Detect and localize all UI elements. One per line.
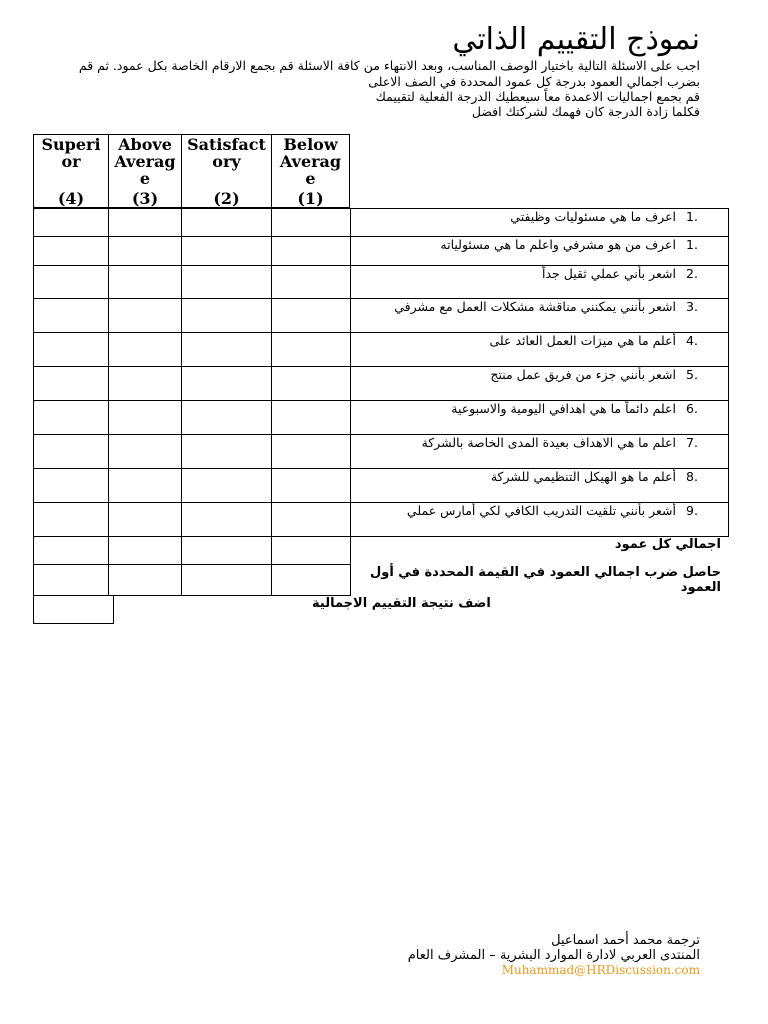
instruction-line: بضرب اجمالي العمود بدرجة كل عمود المحددة في الصف الاعلى bbox=[368, 74, 700, 89]
rating-cell[interactable] bbox=[271, 265, 351, 299]
total-cell[interactable] bbox=[271, 564, 351, 596]
rating-cell[interactable] bbox=[33, 298, 109, 333]
rating-cell[interactable] bbox=[181, 468, 272, 503]
column-score: (1) bbox=[297, 189, 324, 208]
rating-cell[interactable] bbox=[108, 332, 182, 367]
rating-cell[interactable] bbox=[33, 208, 109, 237]
column-label: Below Averag e bbox=[279, 135, 342, 188]
grand-total-label: اضف نتيجة التقييم الاجمالية bbox=[312, 596, 491, 611]
question-text: أعلم ما هو الهيكل التنظيمي للشركة bbox=[490, 469, 676, 484]
question-cell bbox=[350, 434, 729, 469]
instruction-line: اجب على الاسئلة التالية باختيار الوصف المناسب، وبعد الانتهاء من كافة الاسئلة قم بجمع الارقام الخاصة بكل عمود. ثم قم bbox=[78, 58, 700, 73]
question-number: 6. bbox=[686, 401, 698, 416]
question-cell bbox=[350, 502, 729, 537]
question-cell bbox=[350, 236, 729, 266]
rating-cell[interactable] bbox=[108, 236, 182, 266]
rating-cell[interactable] bbox=[271, 434, 351, 469]
total-cell[interactable] bbox=[181, 536, 272, 565]
column-score: (3) bbox=[131, 189, 159, 208]
total-cell[interactable] bbox=[108, 564, 182, 596]
rating-cell[interactable] bbox=[108, 366, 182, 401]
rating-cell[interactable] bbox=[181, 208, 272, 237]
column-label: Superi or bbox=[41, 135, 101, 171]
question-text: اشعر بأني عملي ثقيل جداً bbox=[542, 266, 676, 281]
rating-cell[interactable] bbox=[33, 400, 109, 435]
question-text: أشعر بأنني تلقيت التدريب الكافي لكي أمارس عملي bbox=[406, 503, 676, 518]
question-number: 3. bbox=[686, 299, 698, 314]
instruction-line: قم بجمع اجماليات الاعمدة معاً سيعطيك الدرجة الفعلية لتقييمك bbox=[375, 89, 700, 104]
rating-cell[interactable] bbox=[271, 332, 351, 367]
rating-cell[interactable] bbox=[33, 236, 109, 266]
rating-cell[interactable] bbox=[181, 298, 272, 333]
rating-cell[interactable] bbox=[271, 502, 351, 537]
rating-cell[interactable] bbox=[33, 468, 109, 503]
column-header-superior bbox=[33, 134, 109, 208]
rating-cell[interactable] bbox=[271, 366, 351, 401]
column-header-below-average bbox=[271, 134, 350, 208]
question-number: 1. bbox=[686, 209, 698, 224]
rating-cell[interactable] bbox=[108, 265, 182, 299]
contact-email-link[interactable]: Muhammad@HRDiscussion.com bbox=[501, 963, 700, 977]
rating-cell[interactable] bbox=[108, 434, 182, 469]
question-number: 9. bbox=[686, 503, 698, 518]
rating-cell[interactable] bbox=[181, 434, 272, 469]
question-text: اعلم دائماً ما هي اهدافي اليومية والاسبوعية bbox=[451, 401, 676, 416]
total-cell[interactable] bbox=[33, 564, 109, 596]
rating-cell[interactable] bbox=[271, 400, 351, 435]
question-text: اعرف ما هي مسئوليات وظيفتي bbox=[510, 209, 676, 224]
rating-cell[interactable] bbox=[108, 298, 182, 333]
column-label: Above Averag e bbox=[114, 135, 176, 188]
question-text: اشعر بأنني جزء من فريق عمل منتج bbox=[490, 367, 676, 382]
total-cell[interactable] bbox=[271, 536, 351, 565]
rating-cell[interactable] bbox=[181, 366, 272, 401]
total-cell[interactable] bbox=[33, 536, 109, 565]
rating-cell[interactable] bbox=[33, 502, 109, 537]
question-number: 2. bbox=[686, 266, 698, 281]
column-header-above-average bbox=[108, 134, 182, 208]
total-cell[interactable] bbox=[181, 564, 272, 596]
question-number: 1. bbox=[686, 237, 698, 252]
rating-cell[interactable] bbox=[33, 434, 109, 469]
column-score: (4) bbox=[57, 189, 85, 208]
column-label: Satisfact ory bbox=[187, 135, 266, 171]
rating-cell[interactable] bbox=[271, 298, 351, 333]
rating-cell[interactable] bbox=[108, 502, 182, 537]
grand-total-cell[interactable] bbox=[33, 595, 114, 624]
rating-cell[interactable] bbox=[181, 265, 272, 299]
question-cell bbox=[350, 298, 729, 333]
rating-cell[interactable] bbox=[108, 208, 182, 237]
rating-cell[interactable] bbox=[181, 332, 272, 367]
question-text: أعلم ما هي ميزات العمل العائد على bbox=[489, 333, 676, 348]
rating-cell[interactable] bbox=[108, 400, 182, 435]
question-text: اعلم ما هي الاهداف بعيدة المدى الخاصة بالشركة bbox=[421, 435, 676, 450]
question-text: اشعر بأنني يمكنني مناقشة مشكلات العمل مع مشرفي bbox=[394, 299, 676, 314]
translator-credit: ترجمة محمد أحمد اسماعيل bbox=[551, 933, 700, 948]
question-text: اعرف من هو مشرفي واعلم ما هي مسئولياته bbox=[440, 237, 676, 252]
rating-cell[interactable] bbox=[33, 265, 109, 299]
instruction-line: فكلما زادة الدرجة كان فهمك لشركتك افضل bbox=[471, 104, 700, 119]
page-title: نموذج التقييم الذاتي bbox=[452, 22, 700, 57]
rating-cell[interactable] bbox=[33, 366, 109, 401]
rating-cell[interactable] bbox=[181, 400, 272, 435]
rating-cell[interactable] bbox=[108, 468, 182, 503]
question-cell bbox=[350, 366, 729, 401]
question-cell bbox=[350, 400, 729, 435]
forum-credit: المنتدى العربي لادارة الموارد البشرية – المشرف العام bbox=[407, 948, 700, 963]
total-cell[interactable] bbox=[108, 536, 182, 565]
rating-cell[interactable] bbox=[271, 468, 351, 503]
question-cell bbox=[350, 468, 729, 503]
question-number: 5. bbox=[686, 367, 698, 382]
rating-cell[interactable] bbox=[181, 236, 272, 266]
question-number: 4. bbox=[686, 333, 698, 348]
product-label: حاصل ضرب اجمالي العمود في القيمة المحددة في أول العمود bbox=[369, 565, 721, 595]
question-number: 7. bbox=[686, 435, 698, 450]
question-cell bbox=[350, 332, 729, 367]
question-number: 8. bbox=[686, 469, 698, 484]
rating-cell[interactable] bbox=[33, 332, 109, 367]
question-cell bbox=[350, 208, 729, 237]
column-header-satisfactory bbox=[181, 134, 272, 208]
rating-cell[interactable] bbox=[181, 502, 272, 537]
column-total-label: اجمالي كل عمود bbox=[614, 537, 721, 552]
question-cell bbox=[350, 265, 729, 299]
column-score: (2) bbox=[213, 189, 240, 208]
rating-cell[interactable] bbox=[271, 236, 351, 266]
rating-cell[interactable] bbox=[271, 208, 351, 237]
